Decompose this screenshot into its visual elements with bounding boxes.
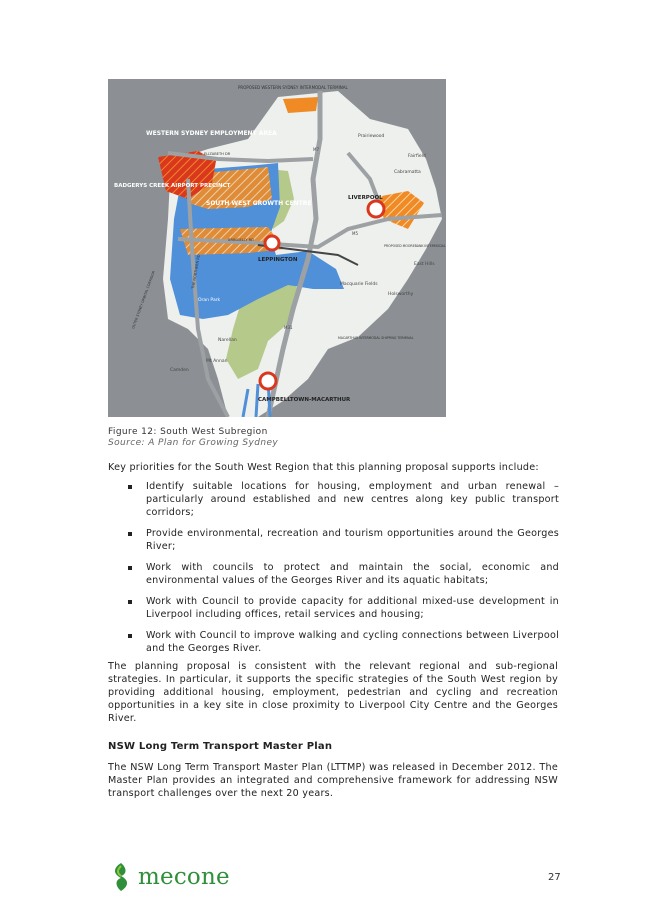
list-item: Work with Council to improve walking and cycling connections between Liverpool and the Georges River. xyxy=(108,629,559,655)
label-oran-park: Oran Park xyxy=(198,298,221,303)
label-m7: M7 xyxy=(313,147,319,152)
south-west-subregion-map xyxy=(108,79,446,417)
figure-caption xyxy=(108,427,278,448)
mecone-logo xyxy=(110,862,230,892)
leppington-marker xyxy=(265,236,279,250)
map-graphic xyxy=(108,79,446,417)
logo-text: mecone xyxy=(138,864,230,890)
label-cabramatta: Cabramatta xyxy=(394,170,421,175)
label-camden: Camden xyxy=(170,368,189,373)
intermodal-top-area xyxy=(283,97,318,113)
label-leppington: LEPPINGTON xyxy=(258,257,298,263)
label-bringelly-rd: BRINGELLY RD xyxy=(228,238,254,242)
label-northern-rd: THE NORTHERN RD xyxy=(191,254,202,290)
leaf-icon xyxy=(110,862,132,892)
label-intermodal-mid: PROPOSED MOOREBANK INTERMODAL xyxy=(384,244,446,248)
label-east-hills: East Hills xyxy=(414,262,435,267)
label-m5: M5 xyxy=(352,231,358,236)
label-intermodal-low: MACARTHUR INTERMODAL SHIPPING TERMINAL xyxy=(338,336,414,340)
label-campbelltown: CAMPBELLTOWN-MACARTHUR xyxy=(258,397,351,403)
list-item: Provide environmental, recreation and tourism opportunities around the Georges River; xyxy=(108,527,559,553)
intro-paragraph: Key priorities for the South West Region that this planning proposal supports include: xyxy=(108,462,539,473)
priorities-list xyxy=(108,480,559,663)
label-intermodal-top: PROPOSED WESTERN SYDNEY INTERMODAL TERMINAL xyxy=(238,85,348,90)
label-narellan: Narellan xyxy=(218,338,237,343)
list-item: Work with councils to protect and maintain the social, economic and environmental values of the Georges River and its aquatic habitats; xyxy=(108,561,559,587)
label-elizabeth-dr: ELIZABETH DR xyxy=(204,152,231,156)
label-prairiewood: Prairiewood xyxy=(358,134,385,139)
label-mt-annan: Mt Annan xyxy=(206,359,228,364)
label-m31: M31 xyxy=(284,325,293,330)
label-macquarie-fields: Macquarie Fields xyxy=(340,282,378,287)
label-badgerys: BADGERYS CREEK AIRPORT PRECINCT xyxy=(114,183,231,189)
liverpool-marker xyxy=(368,201,384,217)
page-number: 27 xyxy=(548,872,561,883)
label-outer-sydney: OUTER SYDNEY ORBITAL CORRIDOR xyxy=(131,270,156,330)
lttmp-paragraph: The NSW Long Term Transport Master Plan (LTTMP) was released in December 2012. The Master Plan provides an integrated and comprehensive framework for addressing NSW transport challenges over the next 20 years. xyxy=(108,762,558,799)
consistency-paragraph: The planning proposal is consistent with the relevant regional and sub-regional strategies. In particular, it supports the specific strategies of the South West region by providing additional housing, employment, pedestrian and cycling and recreation opportunities in a key site in close proximity to Liverpool City Centre and the Georges River. xyxy=(108,661,558,724)
section-heading: NSW Long Term Transport Master Plan xyxy=(108,741,333,752)
label-holsworthy: Holsworthy xyxy=(388,292,414,297)
list-item: Identify suitable locations for housing, employment and urban renewal – particularly around established and new centres along key public transport corridors; xyxy=(108,480,559,519)
label-fairfield: Fairfield xyxy=(408,154,426,159)
label-liverpool: LIVERPOOL xyxy=(348,195,383,201)
campbelltown-marker xyxy=(260,373,276,389)
caption-title: Figure 12: South West Subregion xyxy=(108,427,268,437)
list-item: Work with Council to provide capacity for additional mixed-use development in Liverpool including offices, retail services and housing; xyxy=(108,595,559,621)
label-growth-centre: SOUTH WEST GROWTH CENTRE xyxy=(206,200,312,207)
caption-source: Source: A Plan for Growing Sydney xyxy=(108,438,279,448)
label-wsea: WESTERN SYDNEY EMPLOYMENT AREA xyxy=(146,130,277,137)
